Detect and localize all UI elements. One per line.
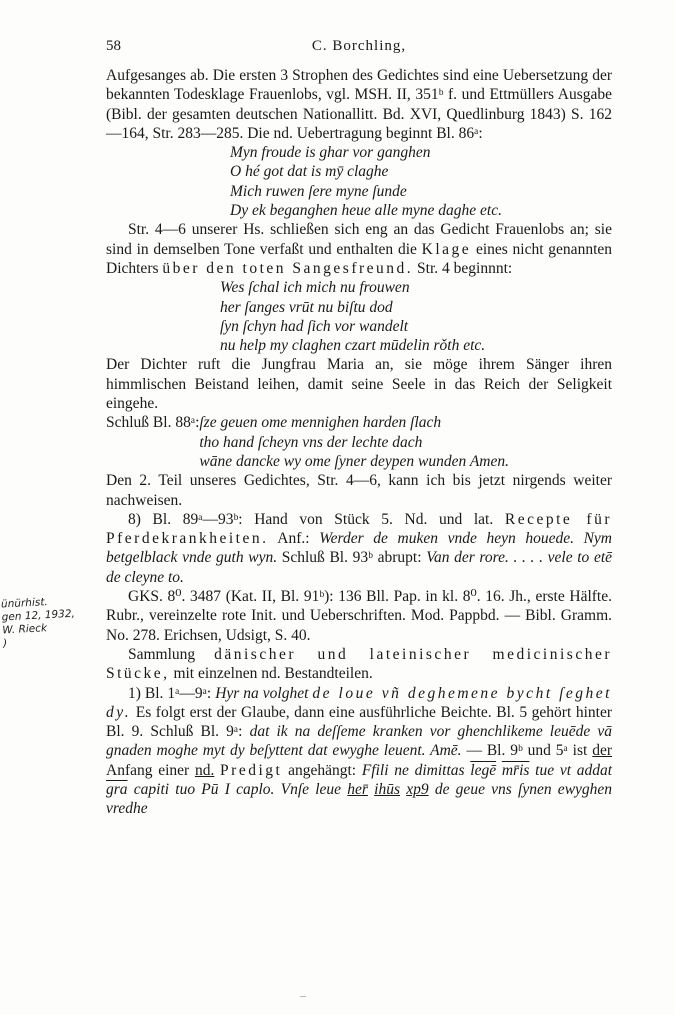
verse-line: Mich ruwen ſere myne ſunde <box>230 182 407 200</box>
verse-line: ſyn ſchyn had ſich vor wandelt <box>220 317 409 335</box>
spaced-term: über den toten Sangesfreund. <box>162 259 414 277</box>
quoted-text: dat ik na deſſeme kranken vor ghenchlikeme leuēde vā gnaden moghe myt dy beſyttent dat ewyghe leuent. Amē. <box>106 723 612 760</box>
paragraph: Den 2. Teil unseres Gedichtes, Str. 4—6, kann ich bis jetzt nirgends weiter nachweisen. <box>106 472 612 509</box>
verse-line: nu help my claghen czart mūdelin rǒth etc. <box>220 337 486 355</box>
paragraph <box>106 684 612 819</box>
margin-note-line: ) <box>2 637 8 650</box>
quoted-text: Van der rore. . . . . vele to etē de cleyne to. <box>106 549 613 586</box>
paragraph <box>106 645 612 684</box>
text-run: Anfang einer <box>106 761 190 779</box>
verse-quote <box>106 143 612 220</box>
text-run: mit einzelnen nd. Bestandteilen. <box>173 665 373 683</box>
verse-line: ſze geuen ome mennighen harden ſlach <box>199 414 442 432</box>
quoted-text: Werder de muken vnde heyn houede. Nym betgelblack vnde guth wyn. <box>106 530 613 567</box>
verse-line: her ſanges vrūt nu biſtu dod <box>220 298 393 316</box>
paragraph: GKS. 8⁰. 3487 (Kat. II, Bl. 91ᵇ): 136 Bll. Pap. in kl. 8⁰. 16. Jh., erste Hälfte. Rubr., vereinzelte rote Init. und Ueberschriften. Mod. Pappbd. — Bibl. Gramm. No. 278. Erichsen, Udsigt, S. 40. <box>106 588 612 644</box>
spaced-term: Predigt <box>220 761 283 779</box>
text-run: Schluß Bl. 93ᵇ abrupt: <box>281 549 422 567</box>
margin-note-line: ünürhist. <box>0 596 49 611</box>
verse-line: O hé got dat is mȳ claghe <box>230 163 389 181</box>
paragraph <box>106 220 612 278</box>
running-title: C. Borchling, <box>311 38 407 54</box>
verse-line: tho hand ſcheyn vns der lechte dach <box>199 433 423 451</box>
underlined-word: nd. <box>194 761 215 779</box>
underlined-word: her̄ <box>347 780 368 798</box>
text-run: 1) Bl. 1ᵃ—9ᵃ: <box>128 684 212 702</box>
paragraph: Der Dichter ruft die Jungfrau Maria an, sie möge ihrem Sänger ihren himmlischen Beistand leihen, damit seine Seele in das Reich der Seligkeit eingehe. <box>106 356 612 413</box>
verse-line: Myn froude is ghar vor ganghen <box>230 144 431 162</box>
closing-label: Schluß Bl. 88ᵃ: <box>106 414 200 432</box>
text-run: de geue vns ſynen ewyghen vredhe <box>106 780 613 818</box>
verse-line: Wes ſchal ich mich nu frouwen <box>220 279 410 297</box>
abbrev-word: mr̄is <box>501 761 530 779</box>
verse-quote <box>106 278 612 355</box>
text-run: Str. 4—6 unserer Hs. schließen sich eng an das Gedicht Frauenlobs an; sie sind in demselben Tone verfaßt und enthalten die <box>106 221 612 258</box>
text-run: Es folgt erst der Glaube, dann eine ausführliche Beichte. Bl. 5 gehört hinter Bl. 9. Schluß Bl. 9ᵃ: <box>106 703 612 741</box>
spaced-term: Recepte für Pferdekrankheiten. <box>106 510 612 548</box>
page-body <box>106 66 612 819</box>
abbrev-word: ihūs <box>374 780 401 798</box>
margin-note-line: gen 12, 1932, <box>1 607 76 624</box>
text-run: eines nicht genannten Dichters <box>106 240 612 277</box>
text-run: 8) Bl. 89ᵃ—93ᵇ: Hand von Stück 5. Nd. und lat. <box>128 510 494 528</box>
abbrev-word: legē <box>470 761 497 779</box>
paragraph <box>106 510 612 587</box>
abbrev-word: $\overline{gra}$ <box>106 780 128 798</box>
text-run: Ffili ne dimittas <box>361 761 465 779</box>
text-run: tue vt addat <box>535 761 613 779</box>
running-header <box>106 38 612 58</box>
handwritten-margin-note <box>1 594 100 651</box>
quoted-text: Hyr na volghet <box>215 684 309 702</box>
verse-line: wāne dancke wy ome ſyner deypen wunden Amen. <box>199 452 509 470</box>
spaced-term: dänischer und lateinischer medicinischer Stücke, <box>106 645 612 683</box>
text-run: angehängt: <box>288 761 357 779</box>
closing-verse <box>199 413 509 471</box>
spaced-term: Klage <box>421 240 472 258</box>
verse-line: Dy ek beganghen heue alle myne daghe etc. <box>230 202 502 220</box>
bottom-mark <box>300 996 306 997</box>
page-number: 58 <box>106 38 121 54</box>
underlined-word: der <box>592 742 613 760</box>
text-run: Sammlung <box>128 645 196 663</box>
text-run: capiti tuo Pū I caplo. Vnſe leue <box>133 780 342 798</box>
closing-quote <box>106 413 612 471</box>
text-run: — Bl. 9ᵇ und 5ᵃ ist <box>466 742 588 760</box>
underlined-word: xp9 <box>406 780 429 798</box>
margin-note-line: W. Rieck <box>2 622 48 637</box>
quoted-spaced-text: de loue vñ deghemene bycht ſeghet dy. <box>106 684 612 721</box>
text-run: Anf.: <box>277 530 310 548</box>
text-run: Str. 4 beginnnt: <box>417 259 513 277</box>
paragraph: Aufgesanges ab. Die ersten 3 Strophen des Gedichtes sind eine Uebersetzung der bekannten Todesklage Frauenlobs, vgl. MSH. II, 351ᵇ f. und Ettmüllers Ausgabe (Bibl. der gesamten deutschen Nationallitt. Bd. XVI, Quedlinburg 1843) S. 162—164, Str. 283—285. Die nd. Uebertragung beginnt Bl. 86ᵃ: <box>106 67 612 142</box>
